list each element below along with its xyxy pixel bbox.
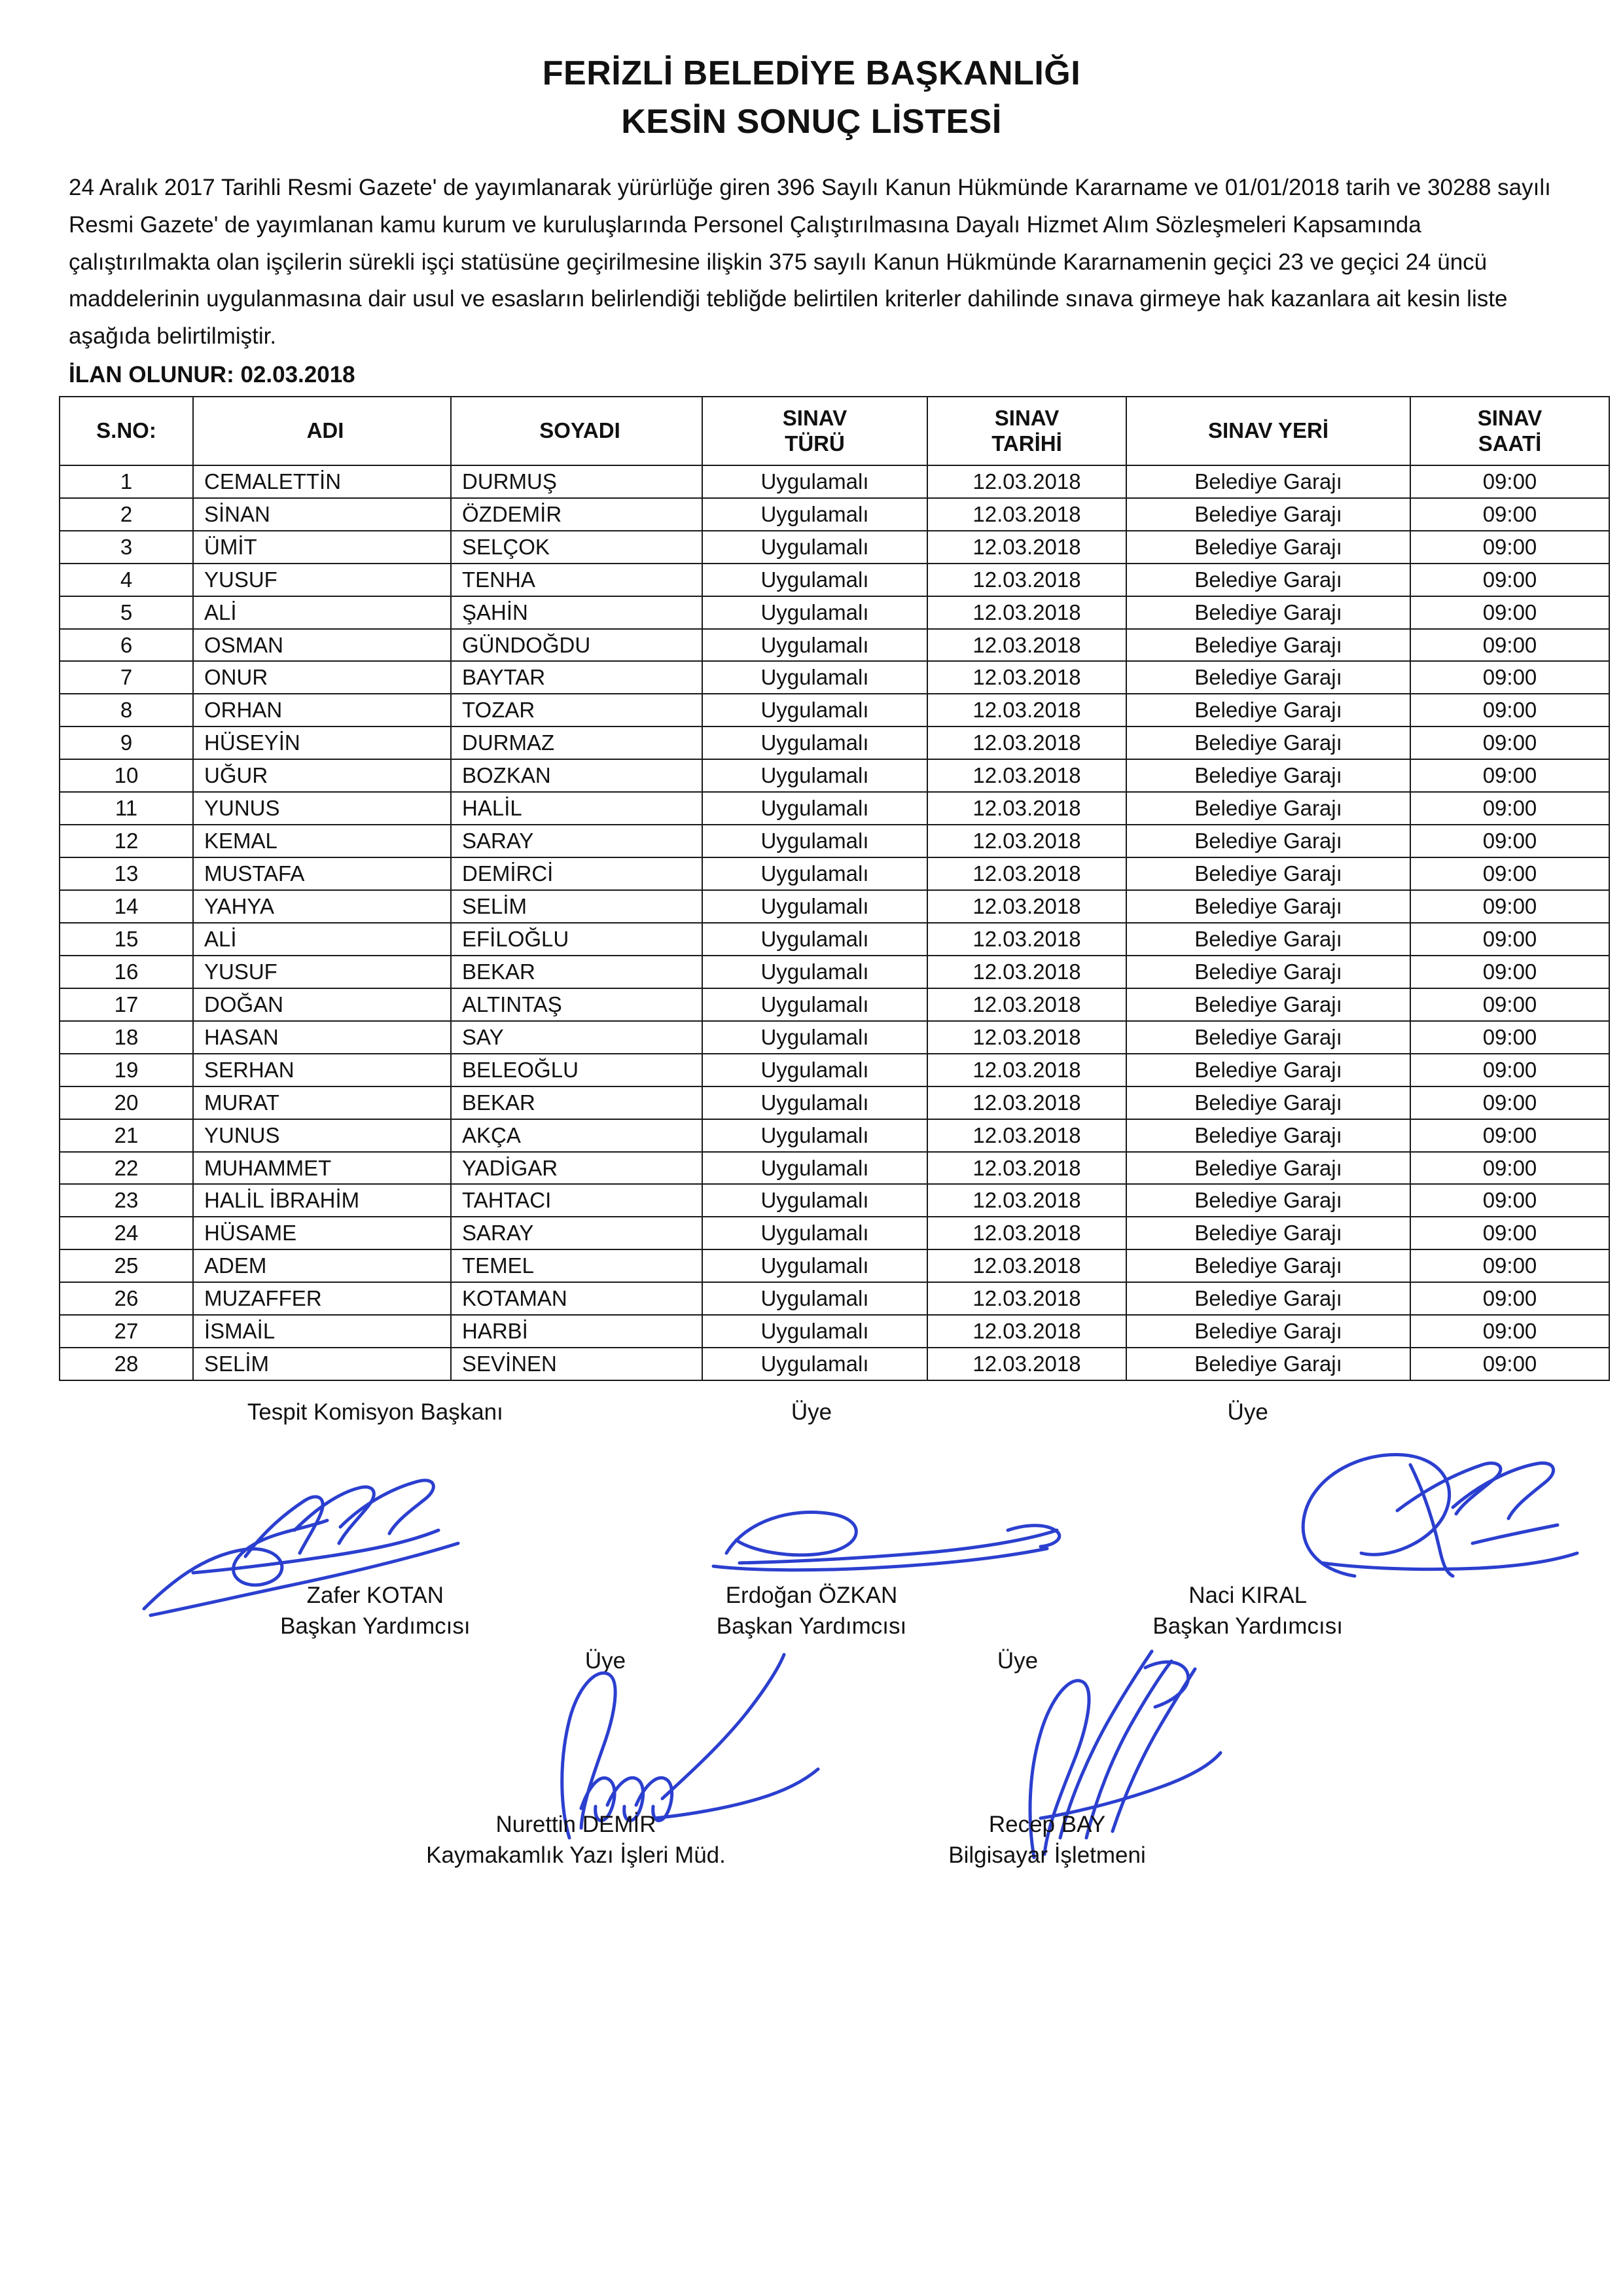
cell-sno: 27 xyxy=(60,1315,193,1348)
cell-soyadi: TENHA xyxy=(451,564,702,596)
cell-adi: YUNUS xyxy=(193,792,451,825)
table-row xyxy=(60,890,1609,923)
cell-yer: Belediye Garajı xyxy=(1126,465,1410,498)
cell-tarih: 12.03.2018 xyxy=(927,825,1126,857)
cell-tur: Uygulamalı xyxy=(702,1054,927,1086)
table-row xyxy=(60,1119,1609,1152)
cell-adi: UĞUR xyxy=(193,759,451,792)
cell-tarih: 12.03.2018 xyxy=(927,1119,1126,1152)
cell-sno: 21 xyxy=(60,1119,193,1152)
cell-tarih: 12.03.2018 xyxy=(927,498,1126,531)
cell-adi: MURAT xyxy=(193,1086,451,1119)
cell-saat: 09:00 xyxy=(1410,498,1609,531)
signature-labels-row-2 xyxy=(59,1648,1564,1674)
cell-tur: Uygulamalı xyxy=(702,1249,927,1282)
cell-yer: Belediye Garajı xyxy=(1126,1119,1410,1152)
signature-label-2: Üye xyxy=(791,1399,832,1426)
signature-person-2 xyxy=(594,1580,1030,1642)
table-row xyxy=(60,1348,1609,1380)
cell-saat: 09:00 xyxy=(1410,531,1609,564)
cell-saat: 09:00 xyxy=(1410,661,1609,694)
header-sinav-saati-line2: SAATİ xyxy=(1478,431,1542,456)
cell-yer: Belediye Garajı xyxy=(1126,988,1410,1021)
table-row xyxy=(60,596,1609,629)
cell-soyadi: SEVİNEN xyxy=(451,1348,702,1380)
signature-block-row-1 xyxy=(59,1426,1564,1641)
cell-soyadi: KOTAMAN xyxy=(451,1282,702,1315)
cell-sno: 1 xyxy=(60,465,193,498)
cell-yer: Belediye Garajı xyxy=(1126,564,1410,596)
cell-saat: 09:00 xyxy=(1410,792,1609,825)
cell-soyadi: SARAY xyxy=(451,825,702,857)
cell-saat: 09:00 xyxy=(1410,1152,1609,1185)
cell-yer: Belediye Garajı xyxy=(1126,629,1410,662)
cell-sno: 13 xyxy=(60,857,193,890)
cell-adi: KEMAL xyxy=(193,825,451,857)
header-sinav-turu-line1: SINAV xyxy=(782,405,847,430)
cell-adi: ORHAN xyxy=(193,694,451,726)
signature-name-3: Naci KIRAL xyxy=(1188,1582,1308,1608)
cell-tarih: 12.03.2018 xyxy=(927,956,1126,988)
cell-yer: Belediye Garajı xyxy=(1126,1054,1410,1086)
cell-adi: HÜSAME xyxy=(193,1217,451,1249)
cell-soyadi: ŞAHİN xyxy=(451,596,702,629)
cell-adi: YAHYA xyxy=(193,890,451,923)
cell-soyadi: BELEOĞLU xyxy=(451,1054,702,1086)
cell-tarih: 12.03.2018 xyxy=(927,890,1126,923)
cell-adi: OSMAN xyxy=(193,629,451,662)
cell-soyadi: BEKAR xyxy=(451,1086,702,1119)
table-row xyxy=(60,1086,1609,1119)
cell-adi: ÜMİT xyxy=(193,531,451,564)
cell-yer: Belediye Garajı xyxy=(1126,596,1410,629)
cell-tarih: 12.03.2018 xyxy=(927,759,1126,792)
cell-saat: 09:00 xyxy=(1410,629,1609,662)
cell-soyadi: TAHTACI xyxy=(451,1184,702,1217)
cell-sno: 7 xyxy=(60,661,193,694)
table-row xyxy=(60,726,1609,759)
cell-tur: Uygulamalı xyxy=(702,531,927,564)
cell-soyadi: DURMAZ xyxy=(451,726,702,759)
cell-saat: 09:00 xyxy=(1410,1217,1609,1249)
cell-soyadi: DURMUŞ xyxy=(451,465,702,498)
cell-tur: Uygulamalı xyxy=(702,1021,927,1054)
cell-saat: 09:00 xyxy=(1410,956,1609,988)
cell-saat: 09:00 xyxy=(1410,988,1609,1021)
cell-saat: 09:00 xyxy=(1410,1054,1609,1086)
cell-soyadi: SELİM xyxy=(451,890,702,923)
cell-soyadi: BEKAR xyxy=(451,956,702,988)
table-row xyxy=(60,825,1609,857)
cell-tur: Uygulamalı xyxy=(702,1152,927,1185)
table-row xyxy=(60,923,1609,956)
cell-tur: Uygulamalı xyxy=(702,1184,927,1217)
cell-adi: ALİ xyxy=(193,596,451,629)
cell-saat: 09:00 xyxy=(1410,596,1609,629)
cell-sno: 9 xyxy=(60,726,193,759)
header-soyadi: SOYADI xyxy=(451,397,702,465)
table-row xyxy=(60,531,1609,564)
cell-soyadi: SAY xyxy=(451,1021,702,1054)
cell-saat: 09:00 xyxy=(1410,1119,1609,1152)
cell-adi: İSMAİL xyxy=(193,1315,451,1348)
cell-yer: Belediye Garajı xyxy=(1126,890,1410,923)
cell-saat: 09:00 xyxy=(1410,890,1609,923)
header-sinav-saati-line1: SINAV xyxy=(1477,405,1543,430)
cell-sno: 19 xyxy=(60,1054,193,1086)
cell-adi: ADEM xyxy=(193,1249,451,1282)
cell-yer: Belediye Garajı xyxy=(1126,1021,1410,1054)
cell-tarih: 12.03.2018 xyxy=(927,1086,1126,1119)
cell-tarih: 12.03.2018 xyxy=(927,1217,1126,1249)
signature-person-1 xyxy=(157,1580,594,1642)
cell-tur: Uygulamalı xyxy=(702,726,927,759)
cell-sno: 3 xyxy=(60,531,193,564)
cell-tarih: 12.03.2018 xyxy=(927,923,1126,956)
cell-saat: 09:00 xyxy=(1410,564,1609,596)
signature-name-2: Erdoğan ÖZKAN xyxy=(725,1582,898,1608)
cell-soyadi: SARAY xyxy=(451,1217,702,1249)
table-row xyxy=(60,988,1609,1021)
cell-sno: 15 xyxy=(60,923,193,956)
cell-sno: 16 xyxy=(60,956,193,988)
table-row xyxy=(60,465,1609,498)
cell-sno: 10 xyxy=(60,759,193,792)
cell-sno: 22 xyxy=(60,1152,193,1185)
cell-sno: 14 xyxy=(60,890,193,923)
cell-yer: Belediye Garajı xyxy=(1126,531,1410,564)
cell-tur: Uygulamalı xyxy=(702,825,927,857)
cell-saat: 09:00 xyxy=(1410,1315,1609,1348)
cell-tur: Uygulamalı xyxy=(702,890,927,923)
cell-adi: YUSUF xyxy=(193,564,451,596)
signature-name-1: Zafer KOTAN xyxy=(306,1582,444,1608)
cell-saat: 09:00 xyxy=(1410,759,1609,792)
cell-tarih: 12.03.2018 xyxy=(927,988,1126,1021)
cell-tur: Uygulamalı xyxy=(702,988,927,1021)
table-row xyxy=(60,564,1609,596)
cell-soyadi: TOZAR xyxy=(451,694,702,726)
cell-yer: Belediye Garajı xyxy=(1126,857,1410,890)
cell-tarih: 12.03.2018 xyxy=(927,661,1126,694)
cell-saat: 09:00 xyxy=(1410,1282,1609,1315)
cell-tur: Uygulamalı xyxy=(702,1119,927,1152)
cell-sno: 26 xyxy=(60,1282,193,1315)
signature-label-1: Tespit Komisyon Başkanı xyxy=(247,1399,503,1426)
cell-yer: Belediye Garajı xyxy=(1126,498,1410,531)
signature-role-2: Başkan Yardımcısı xyxy=(716,1613,907,1639)
cell-tur: Uygulamalı xyxy=(702,465,927,498)
cell-tarih: 12.03.2018 xyxy=(927,1348,1126,1380)
cell-tur: Uygulamalı xyxy=(702,498,927,531)
cell-saat: 09:00 xyxy=(1410,1348,1609,1380)
cell-sno: 2 xyxy=(60,498,193,531)
cell-saat: 09:00 xyxy=(1410,1021,1609,1054)
cell-tur: Uygulamalı xyxy=(702,759,927,792)
cell-soyadi: BAYTAR xyxy=(451,661,702,694)
cell-tur: Uygulamalı xyxy=(702,596,927,629)
cell-yer: Belediye Garajı xyxy=(1126,661,1410,694)
cell-tur: Uygulamalı xyxy=(702,661,927,694)
cell-sno: 20 xyxy=(60,1086,193,1119)
cell-yer: Belediye Garajı xyxy=(1126,1184,1410,1217)
cell-tarih: 12.03.2018 xyxy=(927,1184,1126,1217)
cell-adi: MUHAMMET xyxy=(193,1152,451,1185)
cell-adi: ALİ xyxy=(193,923,451,956)
cell-adi: HÜSEYİN xyxy=(193,726,451,759)
cell-tarih: 12.03.2018 xyxy=(927,465,1126,498)
table-row xyxy=(60,956,1609,988)
cell-soyadi: GÜNDOĞDU xyxy=(451,629,702,662)
cell-saat: 09:00 xyxy=(1410,857,1609,890)
cell-tur: Uygulamalı xyxy=(702,956,927,988)
cell-yer: Belediye Garajı xyxy=(1126,759,1410,792)
cell-saat: 09:00 xyxy=(1410,825,1609,857)
cell-tur: Uygulamalı xyxy=(702,1282,927,1315)
signature-block-row-2 xyxy=(59,1674,1564,1871)
header-sinav-tarihi-line2: TARİHİ xyxy=(991,431,1062,456)
cell-tur: Uygulamalı xyxy=(702,1086,927,1119)
signature-names-row-2 xyxy=(59,1809,1564,1871)
header-sinav-turu xyxy=(702,397,927,465)
cell-adi: HASAN xyxy=(193,1021,451,1054)
header-sinav-tarihi xyxy=(927,397,1126,465)
cell-soyadi: BOZKAN xyxy=(451,759,702,792)
cell-tur: Uygulamalı xyxy=(702,1217,927,1249)
cell-sno: 5 xyxy=(60,596,193,629)
cell-soyadi: ALTINTAŞ xyxy=(451,988,702,1021)
page-title: FERİZLİ BELEDİYE BAŞKANLIĞI xyxy=(542,54,1081,92)
cell-soyadi: YADİGAR xyxy=(451,1152,702,1185)
cell-tarih: 12.03.2018 xyxy=(927,1315,1126,1348)
cell-tur: Uygulamalı xyxy=(702,629,927,662)
signature-role-3: Başkan Yardımcısı xyxy=(1152,1613,1343,1639)
cell-yer: Belediye Garajı xyxy=(1126,1249,1410,1282)
cell-yer: Belediye Garajı xyxy=(1126,1217,1410,1249)
cell-tur: Uygulamalı xyxy=(702,857,927,890)
signature-person-3 xyxy=(1029,1580,1466,1642)
results-table xyxy=(59,396,1610,1381)
signature-role-4: Kaymakamlık Yazı İşleri Müd. xyxy=(426,1842,726,1868)
cell-sno: 6 xyxy=(60,629,193,662)
table-row xyxy=(60,629,1609,662)
document-header xyxy=(59,52,1564,145)
cell-tarih: 12.03.2018 xyxy=(927,629,1126,662)
table-row xyxy=(60,792,1609,825)
header-sinav-turu-line2: TÜRÜ xyxy=(785,431,845,456)
cell-yer: Belediye Garajı xyxy=(1126,694,1410,726)
announcement-line: İLAN OLUNUR: 02.03.2018 xyxy=(69,361,355,387)
table-row xyxy=(60,1054,1609,1086)
cell-yer: Belediye Garajı xyxy=(1126,1086,1410,1119)
cell-saat: 09:00 xyxy=(1410,1086,1609,1119)
cell-soyadi: HALİL xyxy=(451,792,702,825)
cell-saat: 09:00 xyxy=(1410,726,1609,759)
cell-saat: 09:00 xyxy=(1410,1184,1609,1217)
signature-person-5 xyxy=(812,1809,1283,1871)
table-row xyxy=(60,694,1609,726)
signature-labels-row-1 xyxy=(59,1399,1564,1426)
page-subtitle: KESİN SONUÇ LİSTESİ xyxy=(621,103,1002,141)
cell-tarih: 12.03.2018 xyxy=(927,1054,1126,1086)
table-row xyxy=(60,759,1609,792)
cell-yer: Belediye Garajı xyxy=(1126,923,1410,956)
table-header-row xyxy=(60,397,1609,465)
cell-tur: Uygulamalı xyxy=(702,564,927,596)
signature-label-3: Üye xyxy=(1227,1399,1268,1426)
cell-tarih: 12.03.2018 xyxy=(927,1021,1126,1054)
cell-saat: 09:00 xyxy=(1410,465,1609,498)
intro-paragraph: 24 Aralık 2017 Tarihli Resmi Gazete' de yayımlanarak yürürlüğe giren 396 Sayılı Kanun Hükmünde Kararname ve 01/01/2018 tarih ve 30288 sayılı Resmi Gazete' de yayımlanan kamu kurum ve kuruluşlarında Personel Çalıştırılmasına Dayalı Hizmet Alım Sözleşmeleri Kapsamında çalıştırılmakta olan işçilerin sürekli işçi statüsüne geçirilmesine ilişkin 375 sayılı Kanun Hükmünde Kararnamenin geçici 23 ve geçici 24 üncü maddelerinin uygulanmasına dair usul ve esasların belirlendiği tebliğde belirtilen kriterler dahilinde sınava girmeye hak kazanlara ait kesin liste aşağıda belirtilmiştir. xyxy=(69,175,1551,349)
cell-soyadi: AKÇA xyxy=(451,1119,702,1152)
cell-adi: DOĞAN xyxy=(193,988,451,1021)
cell-adi: YUNUS xyxy=(193,1119,451,1152)
cell-adi: MUZAFFER xyxy=(193,1282,451,1315)
cell-sno: 28 xyxy=(60,1348,193,1380)
cell-sno: 17 xyxy=(60,988,193,1021)
table-row xyxy=(60,498,1609,531)
table-row xyxy=(60,1217,1609,1249)
cell-sno: 11 xyxy=(60,792,193,825)
table-row xyxy=(60,661,1609,694)
cell-tarih: 12.03.2018 xyxy=(927,792,1126,825)
signature-name-4: Nurettin DEMİR xyxy=(495,1811,656,1837)
cell-yer: Belediye Garajı xyxy=(1126,825,1410,857)
cell-sno: 25 xyxy=(60,1249,193,1282)
cell-tur: Uygulamalı xyxy=(702,923,927,956)
cell-adi: SERHAN xyxy=(193,1054,451,1086)
cell-soyadi: TEMEL xyxy=(451,1249,702,1282)
cell-tur: Uygulamalı xyxy=(702,1315,927,1348)
cell-yer: Belediye Garajı xyxy=(1126,1152,1410,1185)
header-sinav-saati xyxy=(1410,397,1609,465)
signature-role-5: Bilgisayar İşletmeni xyxy=(948,1842,1146,1868)
cell-adi: HALİL İBRAHİM xyxy=(193,1184,451,1217)
header-adi: ADI xyxy=(193,397,451,465)
cell-soyadi: ÖZDEMİR xyxy=(451,498,702,531)
cell-soyadi: DEMİRCİ xyxy=(451,857,702,890)
cell-yer: Belediye Garajı xyxy=(1126,956,1410,988)
signature-label-5: Üye xyxy=(997,1648,1039,1674)
cell-yer: Belediye Garajı xyxy=(1126,792,1410,825)
table-header xyxy=(60,397,1609,465)
cell-tarih: 12.03.2018 xyxy=(927,1282,1126,1315)
signature-names-row-1 xyxy=(59,1580,1564,1642)
cell-tarih: 12.03.2018 xyxy=(927,596,1126,629)
cell-adi: MUSTAFA xyxy=(193,857,451,890)
signature-person-4 xyxy=(340,1809,812,1871)
table-row xyxy=(60,1315,1609,1348)
signature-name-5: Recep BAY xyxy=(988,1811,1106,1837)
cell-adi: YUSUF xyxy=(193,956,451,988)
signature-label-4: Üye xyxy=(584,1648,626,1674)
cell-sno: 24 xyxy=(60,1217,193,1249)
cell-sno: 18 xyxy=(60,1021,193,1054)
cell-tarih: 12.03.2018 xyxy=(927,564,1126,596)
cell-tarih: 12.03.2018 xyxy=(927,1249,1126,1282)
table-row xyxy=(60,1152,1609,1185)
table-row xyxy=(60,857,1609,890)
cell-yer: Belediye Garajı xyxy=(1126,726,1410,759)
cell-yer: Belediye Garajı xyxy=(1126,1315,1410,1348)
cell-tur: Uygulamalı xyxy=(702,1348,927,1380)
cell-adi: SİNAN xyxy=(193,498,451,531)
cell-adi: ONUR xyxy=(193,661,451,694)
cell-saat: 09:00 xyxy=(1410,1249,1609,1282)
cell-tarih: 12.03.2018 xyxy=(927,726,1126,759)
table-row xyxy=(60,1021,1609,1054)
header-sno: S.NO: xyxy=(60,397,193,465)
cell-tur: Uygulamalı xyxy=(702,792,927,825)
cell-soyadi: EFİLOĞLU xyxy=(451,923,702,956)
cell-adi: SELİM xyxy=(193,1348,451,1380)
cell-tarih: 12.03.2018 xyxy=(927,531,1126,564)
cell-yer: Belediye Garajı xyxy=(1126,1282,1410,1315)
cell-sno: 4 xyxy=(60,564,193,596)
cell-saat: 09:00 xyxy=(1410,694,1609,726)
cell-tur: Uygulamalı xyxy=(702,694,927,726)
signature-role-1: Başkan Yardımcısı xyxy=(280,1613,471,1639)
table-row xyxy=(60,1282,1609,1315)
header-sinav-yeri: SINAV YERİ xyxy=(1126,397,1410,465)
cell-tarih: 12.03.2018 xyxy=(927,694,1126,726)
table-row xyxy=(60,1184,1609,1217)
cell-sno: 12 xyxy=(60,825,193,857)
cell-sno: 23 xyxy=(60,1184,193,1217)
cell-yer: Belediye Garajı xyxy=(1126,1348,1410,1380)
cell-tarih: 12.03.2018 xyxy=(927,857,1126,890)
cell-saat: 09:00 xyxy=(1410,923,1609,956)
cell-sno: 8 xyxy=(60,694,193,726)
cell-tarih: 12.03.2018 xyxy=(927,1152,1126,1185)
cell-soyadi: SELÇOK xyxy=(451,531,702,564)
table-row xyxy=(60,1249,1609,1282)
table-body xyxy=(60,465,1609,1380)
header-sinav-tarihi-line1: SINAV xyxy=(994,405,1060,430)
cell-adi: CEMALETTİN xyxy=(193,465,451,498)
cell-soyadi: HARBİ xyxy=(451,1315,702,1348)
